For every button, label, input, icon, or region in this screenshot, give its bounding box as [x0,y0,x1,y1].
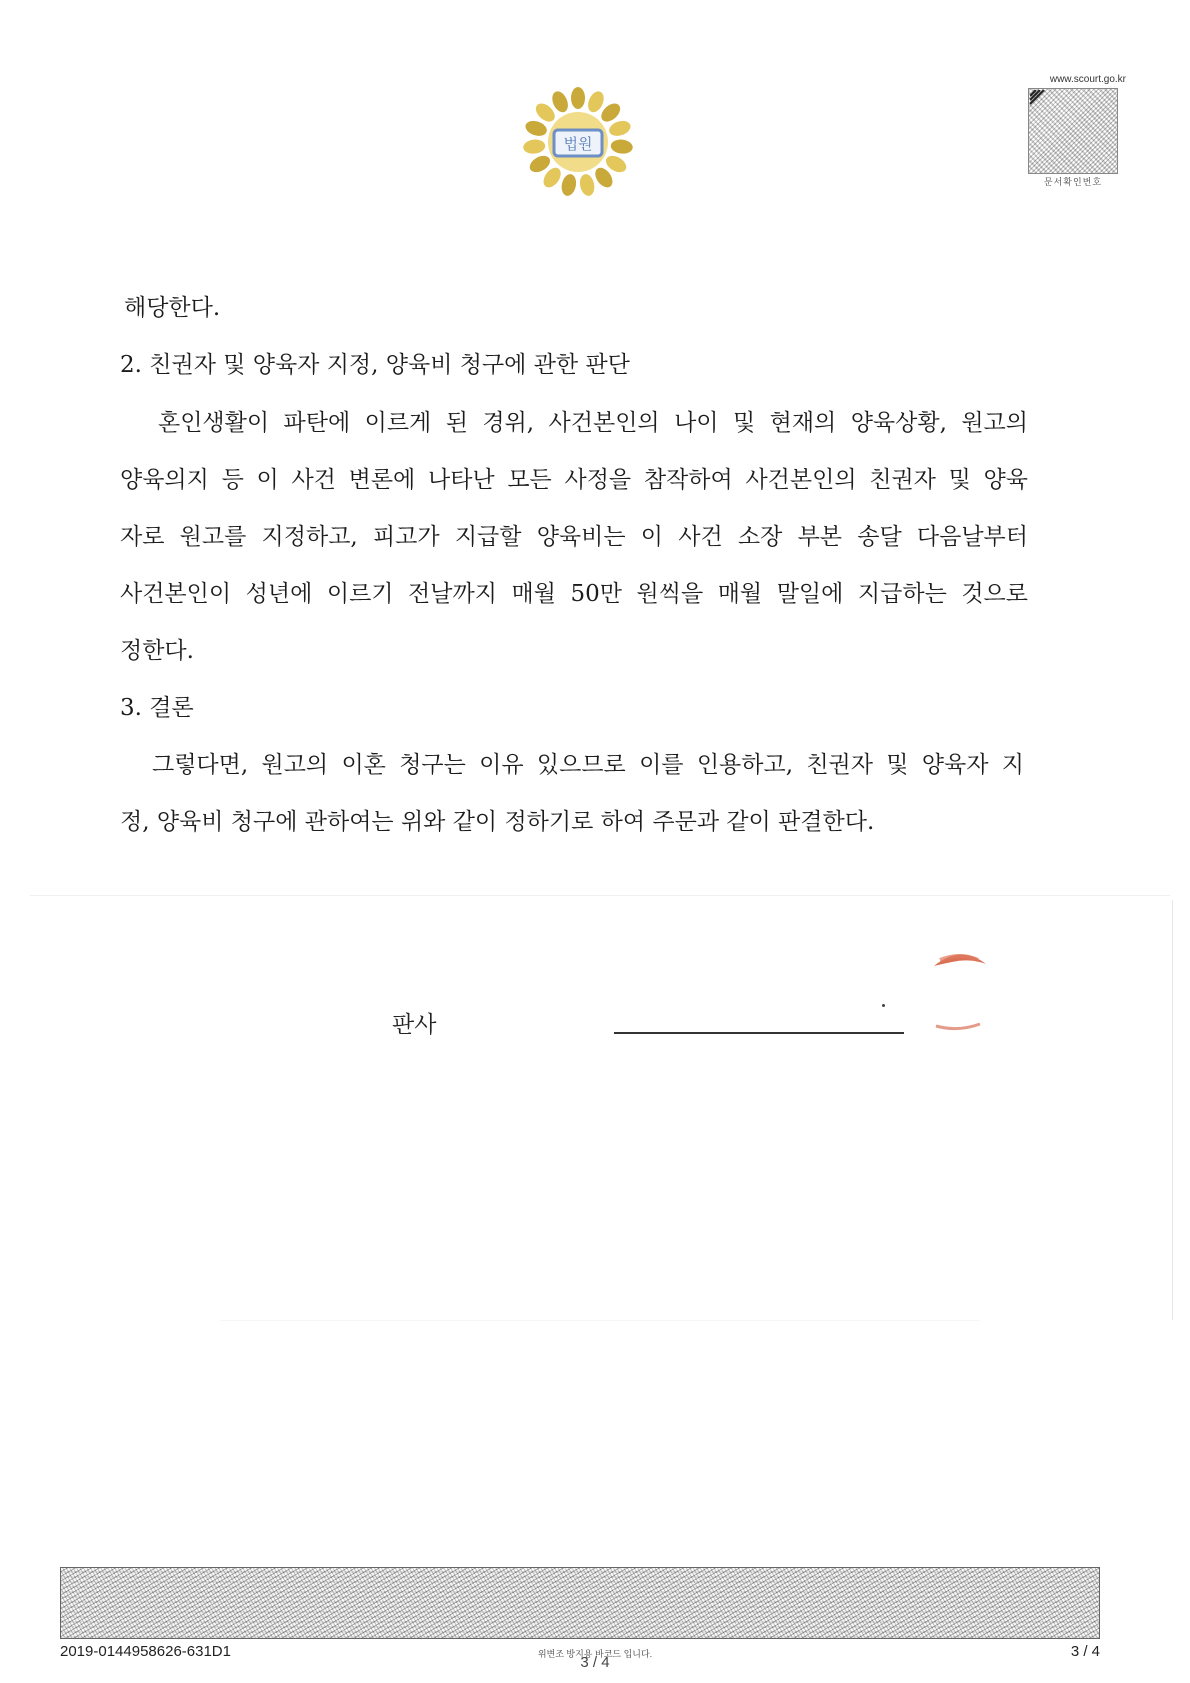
continuation-text: 해당한다. [124,295,221,321]
scan-artifact-edge [1172,900,1173,1320]
court-emblem-icon [520,84,636,200]
judge-label: 판사 [392,1012,437,1038]
section-2-line: 혼인생활이 파탄에 이르게 된 경위, 사건본인의 나이 및 현재의 양육상황, 원고의 [158,410,1028,436]
section-3-line: 정, 양육비 청구에 관하여는 위와 같이 정하기로 하여 주문과 같이 판결한다. [120,809,875,835]
barcode-note: 위변조 방지용 바코드 입니다. [537,1649,653,1659]
emblem-petal [524,118,549,138]
section-2-line: 사건본인이 성년에 이르기 전날까지 매월 50만 원씩을 매월 말일에 지급하는 것으로 [120,581,1028,607]
page-number-right: 3 / 4 [1070,1643,1100,1660]
anti-forgery-barcode [60,1567,1100,1639]
section-2-line: 정한다. [120,638,194,664]
emblem-petal [607,118,632,138]
section-3-heading: 3. 결론 [120,695,194,721]
scan-artifact-line [220,1320,980,1321]
emblem-petal [523,138,546,154]
emblem-petal [571,87,585,109]
section-3-line: 그렇다면, 원고의 이혼 청구는 이유 있으므로 이를 인용하고, 친권자 및 양육자 지 [152,752,1024,778]
emblem-petal [610,138,633,154]
page-number-center: 3 / 4 [580,1654,610,1671]
signature-mark [882,1004,885,1007]
qr-corner-mark-icon [1030,90,1048,108]
signature-line [614,1032,904,1034]
judge-seal-icon [930,948,990,1034]
emblem-petal [578,173,596,197]
emblem-label: 법원 [563,135,593,153]
document-id: 2019-0144958626-631D1 [60,1643,231,1660]
section-2-heading: 2. 친권자 및 양육자 지정, 양육비 청구에 관한 판단 [120,352,630,378]
section-2-line: 자로 원고를 지정하고, 피고가 지급할 양육비는 이 사건 소장 부본 송달 다음날부터 [120,524,1028,550]
section-2-line: 양육의지 등 이 사건 변론에 나타난 모든 사정을 참작하여 사건본인의 친권자 및 양육 [120,467,1028,493]
emblem-petal [560,173,578,197]
qr-url: www.scourt.go.kr [1049,74,1126,85]
qr-caption: 문서확인번호 [1043,177,1103,187]
scan-artifact-line [30,895,1170,896]
